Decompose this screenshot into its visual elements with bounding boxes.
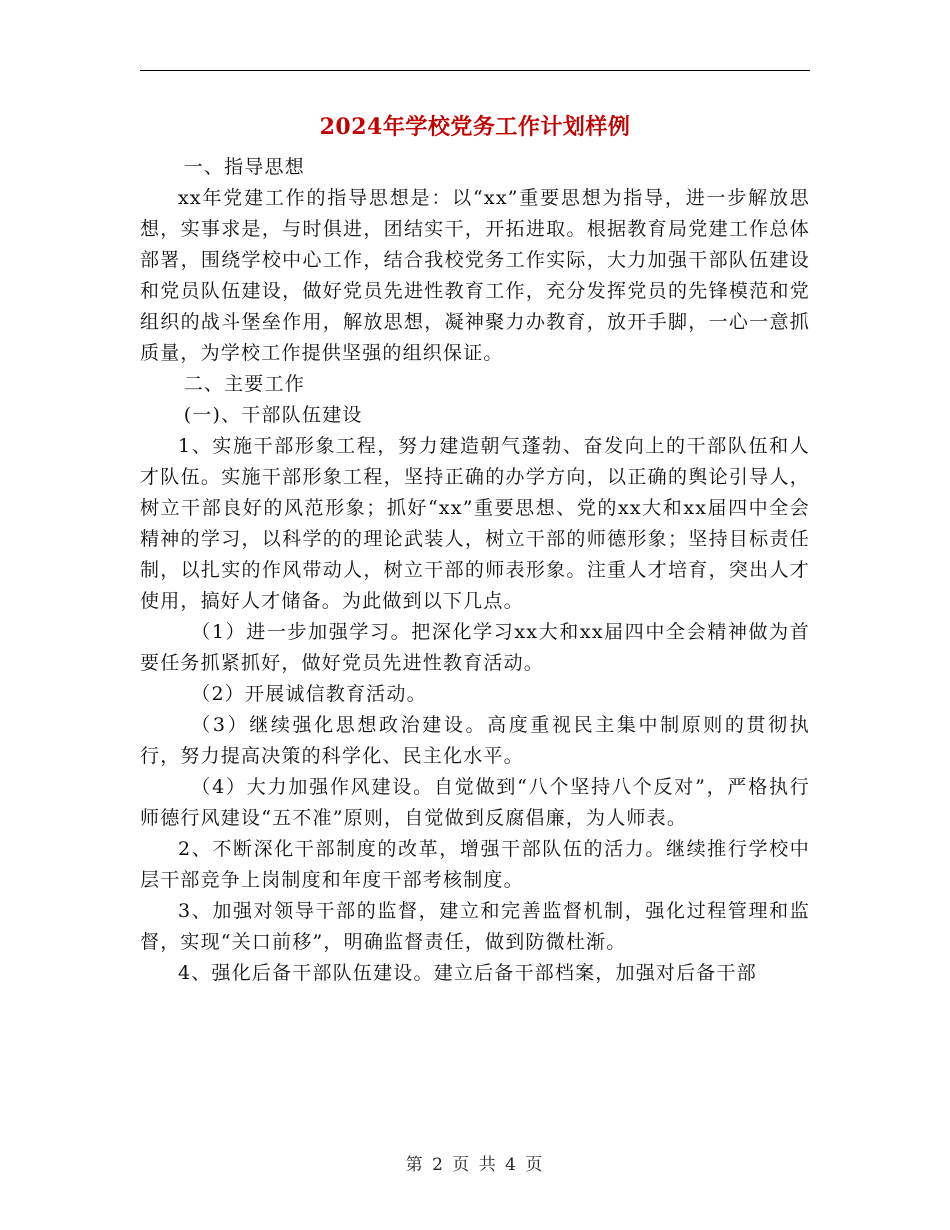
paragraph-item-2: 2、不断深化干部制度的改革，增强干部队伍的活力。继续推行学校中层干部竞争上岗制度和年度干部考核制度。: [140, 838, 810, 891]
document-body: [140, 152, 810, 989]
paragraph-item-1: 1、实施干部形象工程，努力建造朝气蓬勃、奋发向上的干部队伍和人才队伍。实施干部形象工程，坚持正确的办学方向，以正确的舆论引导人，树立干部良好的风范形象；抓好“xx”重要思想、党的xx大和xx届四中全会精神的学习，以科学的的理论武装人，树立干部的师德形象；坚持目标责任制，以扎实的作风带动人，树立干部的师表形象。注重人才培育，突出人才使用，搞好人才储备。为此做到以下几点。: [140, 435, 810, 612]
section-heading-main-work: 二、主要工作: [183, 373, 305, 395]
subsection-heading-cadre-team: (一)、干部队伍建设: [183, 404, 363, 426]
paragraph-item-4: 4、强化后备干部队伍建设。建立后备干部档案，加强对后备干部: [178, 962, 757, 984]
document-title: 2024年学校党务工作计划样例: [319, 114, 631, 140]
paragraph-subitem-4: （4）大力加强作风建设。自觉做到“八个坚持八个反对”，严格执行师德行风建设“五不准”原则，自觉做到反腐倡廉，为人师表。: [140, 776, 810, 829]
paragraph-item-3: 3、加强对领导干部的监督，建立和完善监督机制，强化过程管理和监督，实现“关口前移”，明确监督责任，做到防微杜渐。: [140, 900, 810, 953]
header-rule: [140, 70, 810, 71]
paragraph-subitem-3: （3）继续强化思想政治建设。高度重视民主集中制原则的贯彻执行，努力提高决策的科学化、民主化水平。: [140, 714, 810, 767]
paragraph-guiding-ideology: xx年党建工作的指导思想是：以“xx”重要思想为指导，进一步解放思想，实事求是，与时俱进，团结实干，开拓进取。根据教育局党建工作总体部署，围绕学校中心工作，结合我校党务工作实际，大力加强干部队伍建设和党员队伍建设，做好党员先进性教育工作，充分发挥党员的先锋模范和党组织的战斗堡垒作用，解放思想，凝神聚力办教育，放开手脚，一心一意抓质量，为学校工作提供坚强的组织保证。: [140, 187, 810, 364]
paragraph-subitem-1: （1）进一步加强学习。把深化学习xx大和xx届四中全会精神做为首要任务抓紧抓好，做好党员先进性教育活动。: [140, 621, 810, 674]
paragraph-subitem-2: （2）开展诚信教育活动。: [191, 683, 427, 705]
section-heading-guiding-ideology: 一、指导思想: [183, 156, 305, 178]
page-number: 第 2 页 共 4 页: [405, 1155, 545, 1175]
